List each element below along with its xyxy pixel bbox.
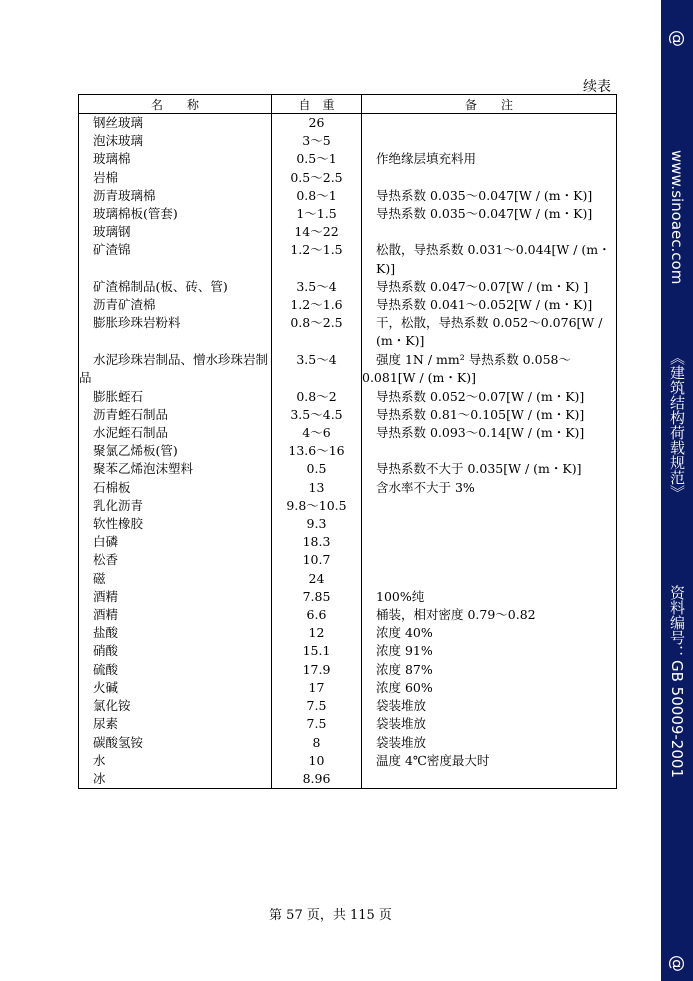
at-symbol-top: @ <box>667 30 687 47</box>
table-row <box>79 661 617 679</box>
material-name: 泡沫玻璃 <box>79 132 272 150</box>
remark <box>362 570 617 588</box>
table-row <box>79 278 617 296</box>
table-row <box>79 424 617 442</box>
remark: 桶装，相对密度 0.79～0.82 <box>362 606 617 624</box>
table-row <box>79 606 617 624</box>
material-name: 水 <box>79 752 272 770</box>
material-name: 盐酸 <box>79 624 272 642</box>
table-row <box>79 770 617 789</box>
self-weight: 9.3 <box>272 515 362 533</box>
self-weight: 3～5 <box>272 132 362 150</box>
table-row <box>79 223 617 241</box>
material-name: 矿渣锦 <box>79 241 272 277</box>
table-row <box>79 570 617 588</box>
table-row <box>79 114 617 133</box>
table-row <box>79 442 617 460</box>
table-row <box>79 314 617 350</box>
material-name: 矿渣棉制品(板、砖、管) <box>79 278 272 296</box>
table-row <box>79 241 617 277</box>
material-name: 硫酸 <box>79 661 272 679</box>
table-row <box>79 642 617 660</box>
self-weight: 1～1.5 <box>272 205 362 223</box>
material-name: 钢丝玻璃 <box>79 114 272 133</box>
self-weight: 0.5 <box>272 460 362 478</box>
table-header-row <box>79 95 617 114</box>
material-name: 乳化沥青 <box>79 497 272 515</box>
material-name: 膨胀珍珠岩粉料 <box>79 314 272 350</box>
table-row <box>79 132 617 150</box>
table-row <box>79 351 617 388</box>
remark: 导热系数 0.093～0.14[W / (m・K)] <box>362 424 617 442</box>
remark: 导热系数 0.047～0.07[W / (m・K) ] <box>362 278 617 296</box>
table-row <box>79 406 617 424</box>
self-weight: 17.9 <box>272 661 362 679</box>
remark: 浓度 40% <box>362 624 617 642</box>
remark: 松散，导热系数 0.031～0.044[W / (m・K)] <box>362 241 617 277</box>
table-row <box>79 479 617 497</box>
remark <box>362 515 617 533</box>
remark: 导热系数 0.041～0.052[W / (m・K)] <box>362 296 617 314</box>
remark <box>362 114 617 133</box>
remark <box>362 442 617 460</box>
material-name: 聚苯乙烯泡沫塑料 <box>79 460 272 478</box>
material-name: 玻璃棉 <box>79 150 272 168</box>
table-row <box>79 388 617 406</box>
material-name: 松香 <box>79 551 272 569</box>
table-body <box>79 114 617 789</box>
self-weight: 24 <box>272 570 362 588</box>
table-row <box>79 460 617 478</box>
table-row <box>79 624 617 642</box>
table-row <box>79 296 617 314</box>
self-weight: 1.2～1.5 <box>272 241 362 277</box>
table-row <box>79 697 617 715</box>
remark: 导热系数 0.052～0.07[W / (m・K)] <box>362 388 617 406</box>
weight-table <box>78 94 617 789</box>
continued-label: 续表 <box>583 79 611 95</box>
self-weight: 9.8～10.5 <box>272 497 362 515</box>
remark <box>362 770 617 789</box>
material-name: 膨胀蛭石 <box>79 388 272 406</box>
remark <box>362 497 617 515</box>
material-name: 酒精 <box>79 606 272 624</box>
table-row <box>79 533 617 551</box>
self-weight: 14～22 <box>272 223 362 241</box>
self-weight: 0.8～1 <box>272 187 362 205</box>
material-name: 水泥珍珠岩制品、憎水珍珠岩制品 <box>79 351 272 388</box>
remark: 干，松散，导热系数 0.052～0.076[W / (m・K)] <box>362 314 617 350</box>
table-row <box>79 588 617 606</box>
at-symbol-bottom: @ <box>667 955 687 972</box>
website-text: www.sinoaec.com <box>668 150 686 285</box>
self-weight: 4～6 <box>272 424 362 442</box>
material-name: 玻璃棉板(管套) <box>79 205 272 223</box>
book-title-text: 《建筑结构荷载规范》 <box>668 350 686 500</box>
header-weight: 自 重 <box>272 95 362 114</box>
self-weight: 13 <box>272 479 362 497</box>
table-row <box>79 551 617 569</box>
table-row <box>79 169 617 187</box>
self-weight: 6.6 <box>272 606 362 624</box>
material-name: 沥青玻璃棉 <box>79 187 272 205</box>
remark: 浓度 87% <box>362 661 617 679</box>
material-name: 软性橡胶 <box>79 515 272 533</box>
table-row <box>79 187 617 205</box>
self-weight: 0.5～1 <box>272 150 362 168</box>
material-name: 磁 <box>79 570 272 588</box>
remark: 温度 4℃密度最大时 <box>362 752 617 770</box>
remark: 袋装堆放 <box>362 734 617 752</box>
table-row <box>79 150 617 168</box>
remark <box>362 551 617 569</box>
table-row <box>79 752 617 770</box>
material-name: 碳酸氢铵 <box>79 734 272 752</box>
remark <box>362 533 617 551</box>
self-weight: 7.5 <box>272 715 362 733</box>
table-row <box>79 515 617 533</box>
remark: 浓度 91% <box>362 642 617 660</box>
remark: 导热系数 0.035～0.047[W / (m・K)] <box>362 187 617 205</box>
self-weight: 8 <box>272 734 362 752</box>
self-weight: 3.5～4 <box>272 278 362 296</box>
material-name: 玻璃钢 <box>79 223 272 241</box>
self-weight: 7.5 <box>272 697 362 715</box>
self-weight: 8.96 <box>272 770 362 789</box>
code-label-text: 资料编号：GB 50009-2001 <box>668 585 686 778</box>
self-weight: 10.7 <box>272 551 362 569</box>
self-weight: 26 <box>272 114 362 133</box>
table-row <box>79 205 617 223</box>
remark: 作绝缘层填充料用 <box>362 150 617 168</box>
self-weight: 12 <box>272 624 362 642</box>
table-row <box>79 497 617 515</box>
self-weight: 13.6～16 <box>272 442 362 460</box>
table-row <box>79 715 617 733</box>
table-row <box>79 679 617 697</box>
remark: 强度 1N / mm² 导热系数 0.058～0.081[W / (m・K)] <box>362 351 617 388</box>
material-name: 白磷 <box>79 533 272 551</box>
remark: 袋装堆放 <box>362 715 617 733</box>
material-name: 冰 <box>79 770 272 789</box>
table-row <box>79 734 617 752</box>
material-name: 沥青蛭石制品 <box>79 406 272 424</box>
self-weight: 15.1 <box>272 642 362 660</box>
remark: 浓度 60% <box>362 679 617 697</box>
material-name: 氯化铵 <box>79 697 272 715</box>
remark <box>362 169 617 187</box>
material-name: 水泥蛭石制品 <box>79 424 272 442</box>
material-name: 沥青矿渣棉 <box>79 296 272 314</box>
remark: 袋装堆放 <box>362 697 617 715</box>
self-weight: 10 <box>272 752 362 770</box>
material-name: 岩棉 <box>79 169 272 187</box>
page-footer: 第 57 页，共 115 页 <box>269 908 392 923</box>
self-weight: 1.2～1.6 <box>272 296 362 314</box>
self-weight: 3.5～4 <box>272 351 362 388</box>
material-name: 硝酸 <box>79 642 272 660</box>
remark: 导热系数 0.035～0.047[W / (m・K)] <box>362 205 617 223</box>
self-weight: 17 <box>272 679 362 697</box>
self-weight: 0.5～2.5 <box>272 169 362 187</box>
self-weight: 18.3 <box>272 533 362 551</box>
side-banner <box>661 0 693 981</box>
remark <box>362 132 617 150</box>
material-name: 火碱 <box>79 679 272 697</box>
header-note: 备 注 <box>362 95 617 114</box>
self-weight: 3.5～4.5 <box>272 406 362 424</box>
material-name: 聚氯乙烯板(管) <box>79 442 272 460</box>
self-weight: 0.8～2.5 <box>272 314 362 350</box>
remark: 导热系数不大于 0.035[W / (m・K)] <box>362 460 617 478</box>
remark: 100%纯 <box>362 588 617 606</box>
material-name: 酒精 <box>79 588 272 606</box>
self-weight: 0.8～2 <box>272 388 362 406</box>
remark <box>362 223 617 241</box>
material-name: 石棉板 <box>79 479 272 497</box>
material-name: 尿素 <box>79 715 272 733</box>
remark: 导热系数 0.81～0.105[W / (m・K)] <box>362 406 617 424</box>
header-name: 名 称 <box>79 95 272 114</box>
remark: 含水率不大于 3% <box>362 479 617 497</box>
self-weight: 7.85 <box>272 588 362 606</box>
